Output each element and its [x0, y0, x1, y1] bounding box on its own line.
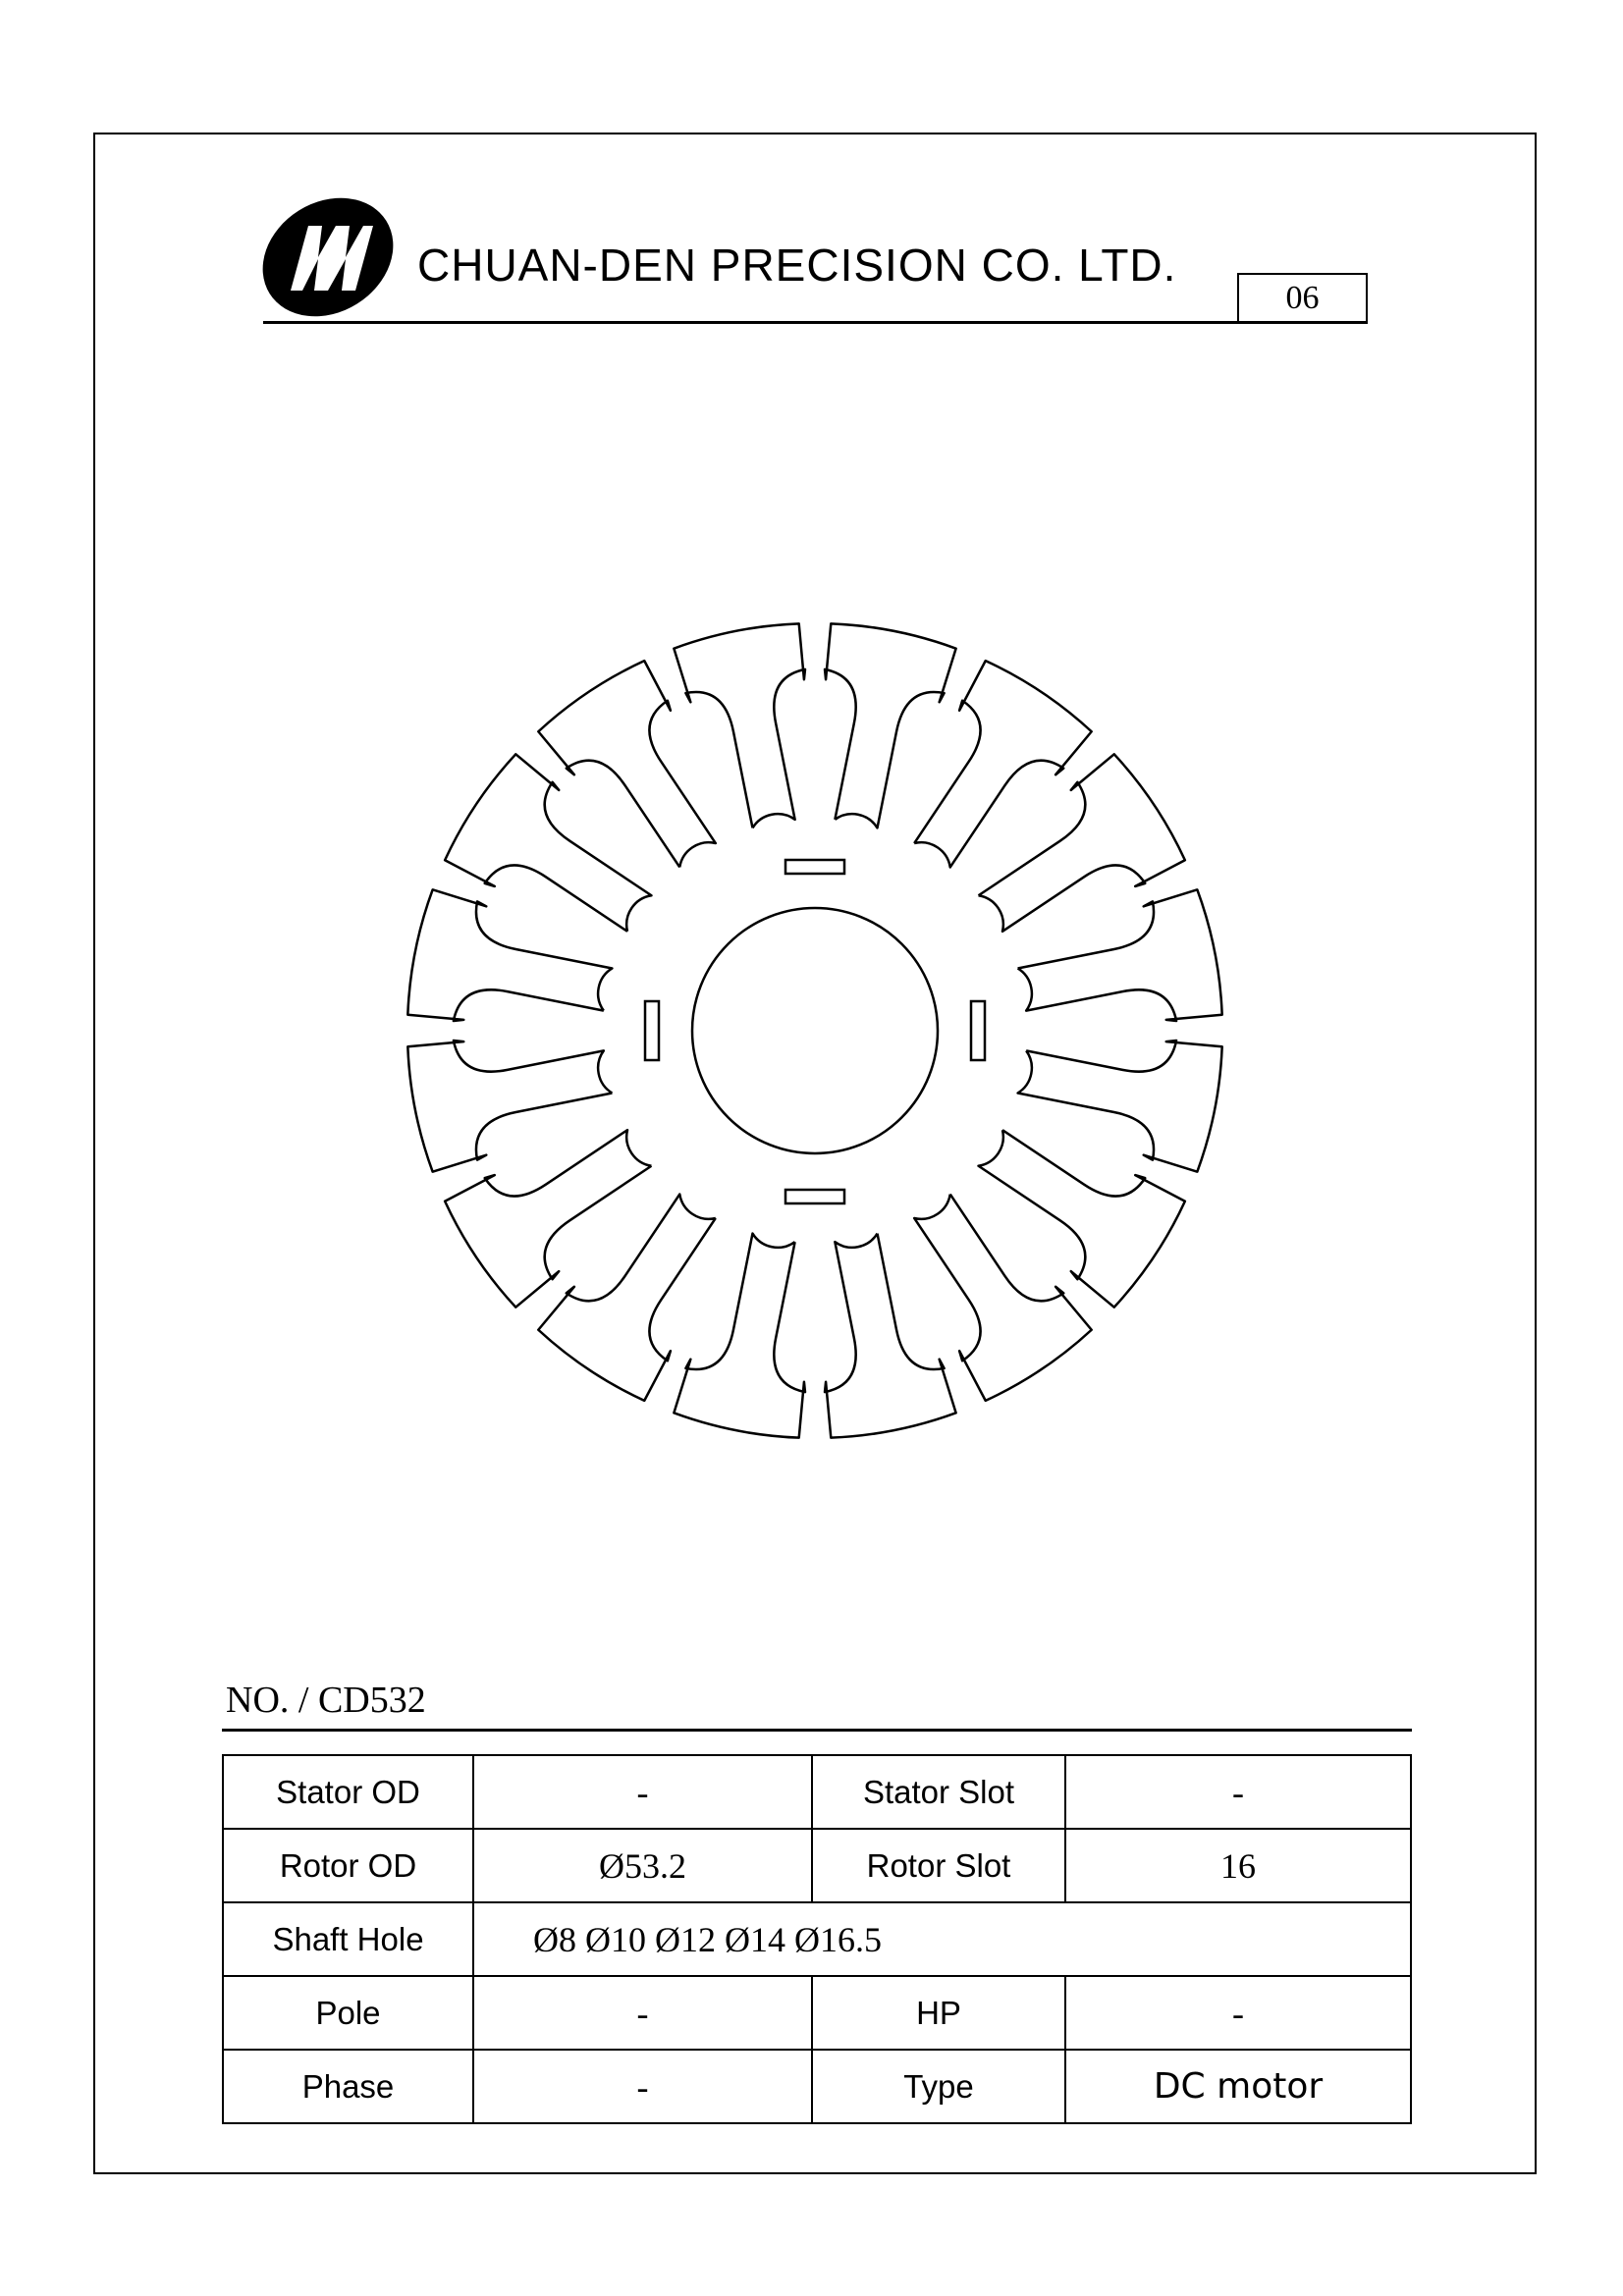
- table-row: [223, 1902, 1411, 1976]
- type-label: Type: [812, 2050, 1065, 2123]
- spec-table: [222, 1754, 1412, 2124]
- pole-label: Pole: [223, 1976, 473, 2050]
- rotor-od-label: Rotor OD: [223, 1829, 473, 1902]
- key-slot-left: [645, 1001, 659, 1060]
- rotor-od-value: Ø53.2: [473, 1829, 812, 1902]
- rotor-tooth: [403, 888, 620, 1051]
- rotor-tooth: [793, 1225, 956, 1442]
- part-divider: [222, 1729, 1412, 1732]
- rotor-tooth: [535, 1171, 750, 1405]
- table-row: [223, 1976, 1411, 2050]
- rotor-tooth: [879, 657, 1094, 890]
- rotor-tooth: [1009, 888, 1226, 1051]
- table-row: [223, 1755, 1411, 1829]
- rotor-slot-value: 16: [1065, 1829, 1411, 1902]
- rotor-tooth: [673, 1225, 836, 1442]
- key-slot-bottom: [785, 1190, 844, 1203]
- phase-value: -: [473, 2050, 812, 2123]
- part-number: NO. / CD532: [226, 1680, 426, 1721]
- pole-value: -: [473, 1976, 812, 2050]
- page-number: 06: [1237, 273, 1368, 322]
- stator-slot-label: Stator Slot: [812, 1755, 1065, 1829]
- rotor-tooth: [673, 618, 836, 835]
- type-value: DC motor: [1065, 2050, 1411, 2123]
- rotor-tooth: [403, 1009, 620, 1172]
- shaft-hole-label: Shaft Hole: [223, 1902, 473, 1976]
- hp-label: HP: [812, 1976, 1065, 2050]
- stator-od-label: Stator OD: [223, 1755, 473, 1829]
- key-slot-top: [785, 860, 844, 874]
- rotor-tooth: [1009, 1009, 1226, 1172]
- rotor-lamination-drawing: [393, 609, 1237, 1453]
- rotor-tooth: [535, 657, 750, 890]
- rotor-teeth: [403, 618, 1226, 1442]
- hp-value: -: [1065, 1976, 1411, 2050]
- rotor-tooth: [955, 1095, 1189, 1309]
- rotor-tooth: [793, 618, 956, 835]
- company-name: CHUAN-DEN PRECISION CO. LTD.: [417, 240, 1177, 291]
- shaft-hole-value: Ø8 Ø10 Ø12 Ø14 Ø16.5: [473, 1902, 1411, 1976]
- shaft-hole: [692, 908, 938, 1153]
- rotor-slot-label: Rotor Slot: [812, 1829, 1065, 1902]
- stator-slot-value: -: [1065, 1755, 1411, 1829]
- table-row: [223, 1829, 1411, 1902]
- stator-od-value: -: [473, 1755, 812, 1829]
- header-divider: [263, 321, 1368, 324]
- rotor-tooth: [441, 751, 675, 966]
- rotor-tooth: [441, 1095, 675, 1309]
- rotor-tooth: [879, 1171, 1094, 1405]
- phase-label: Phase: [223, 2050, 473, 2123]
- key-slot-right: [971, 1001, 985, 1060]
- table-row: [223, 2050, 1411, 2123]
- rotor-tooth: [955, 751, 1189, 966]
- company-logo: [257, 196, 399, 318]
